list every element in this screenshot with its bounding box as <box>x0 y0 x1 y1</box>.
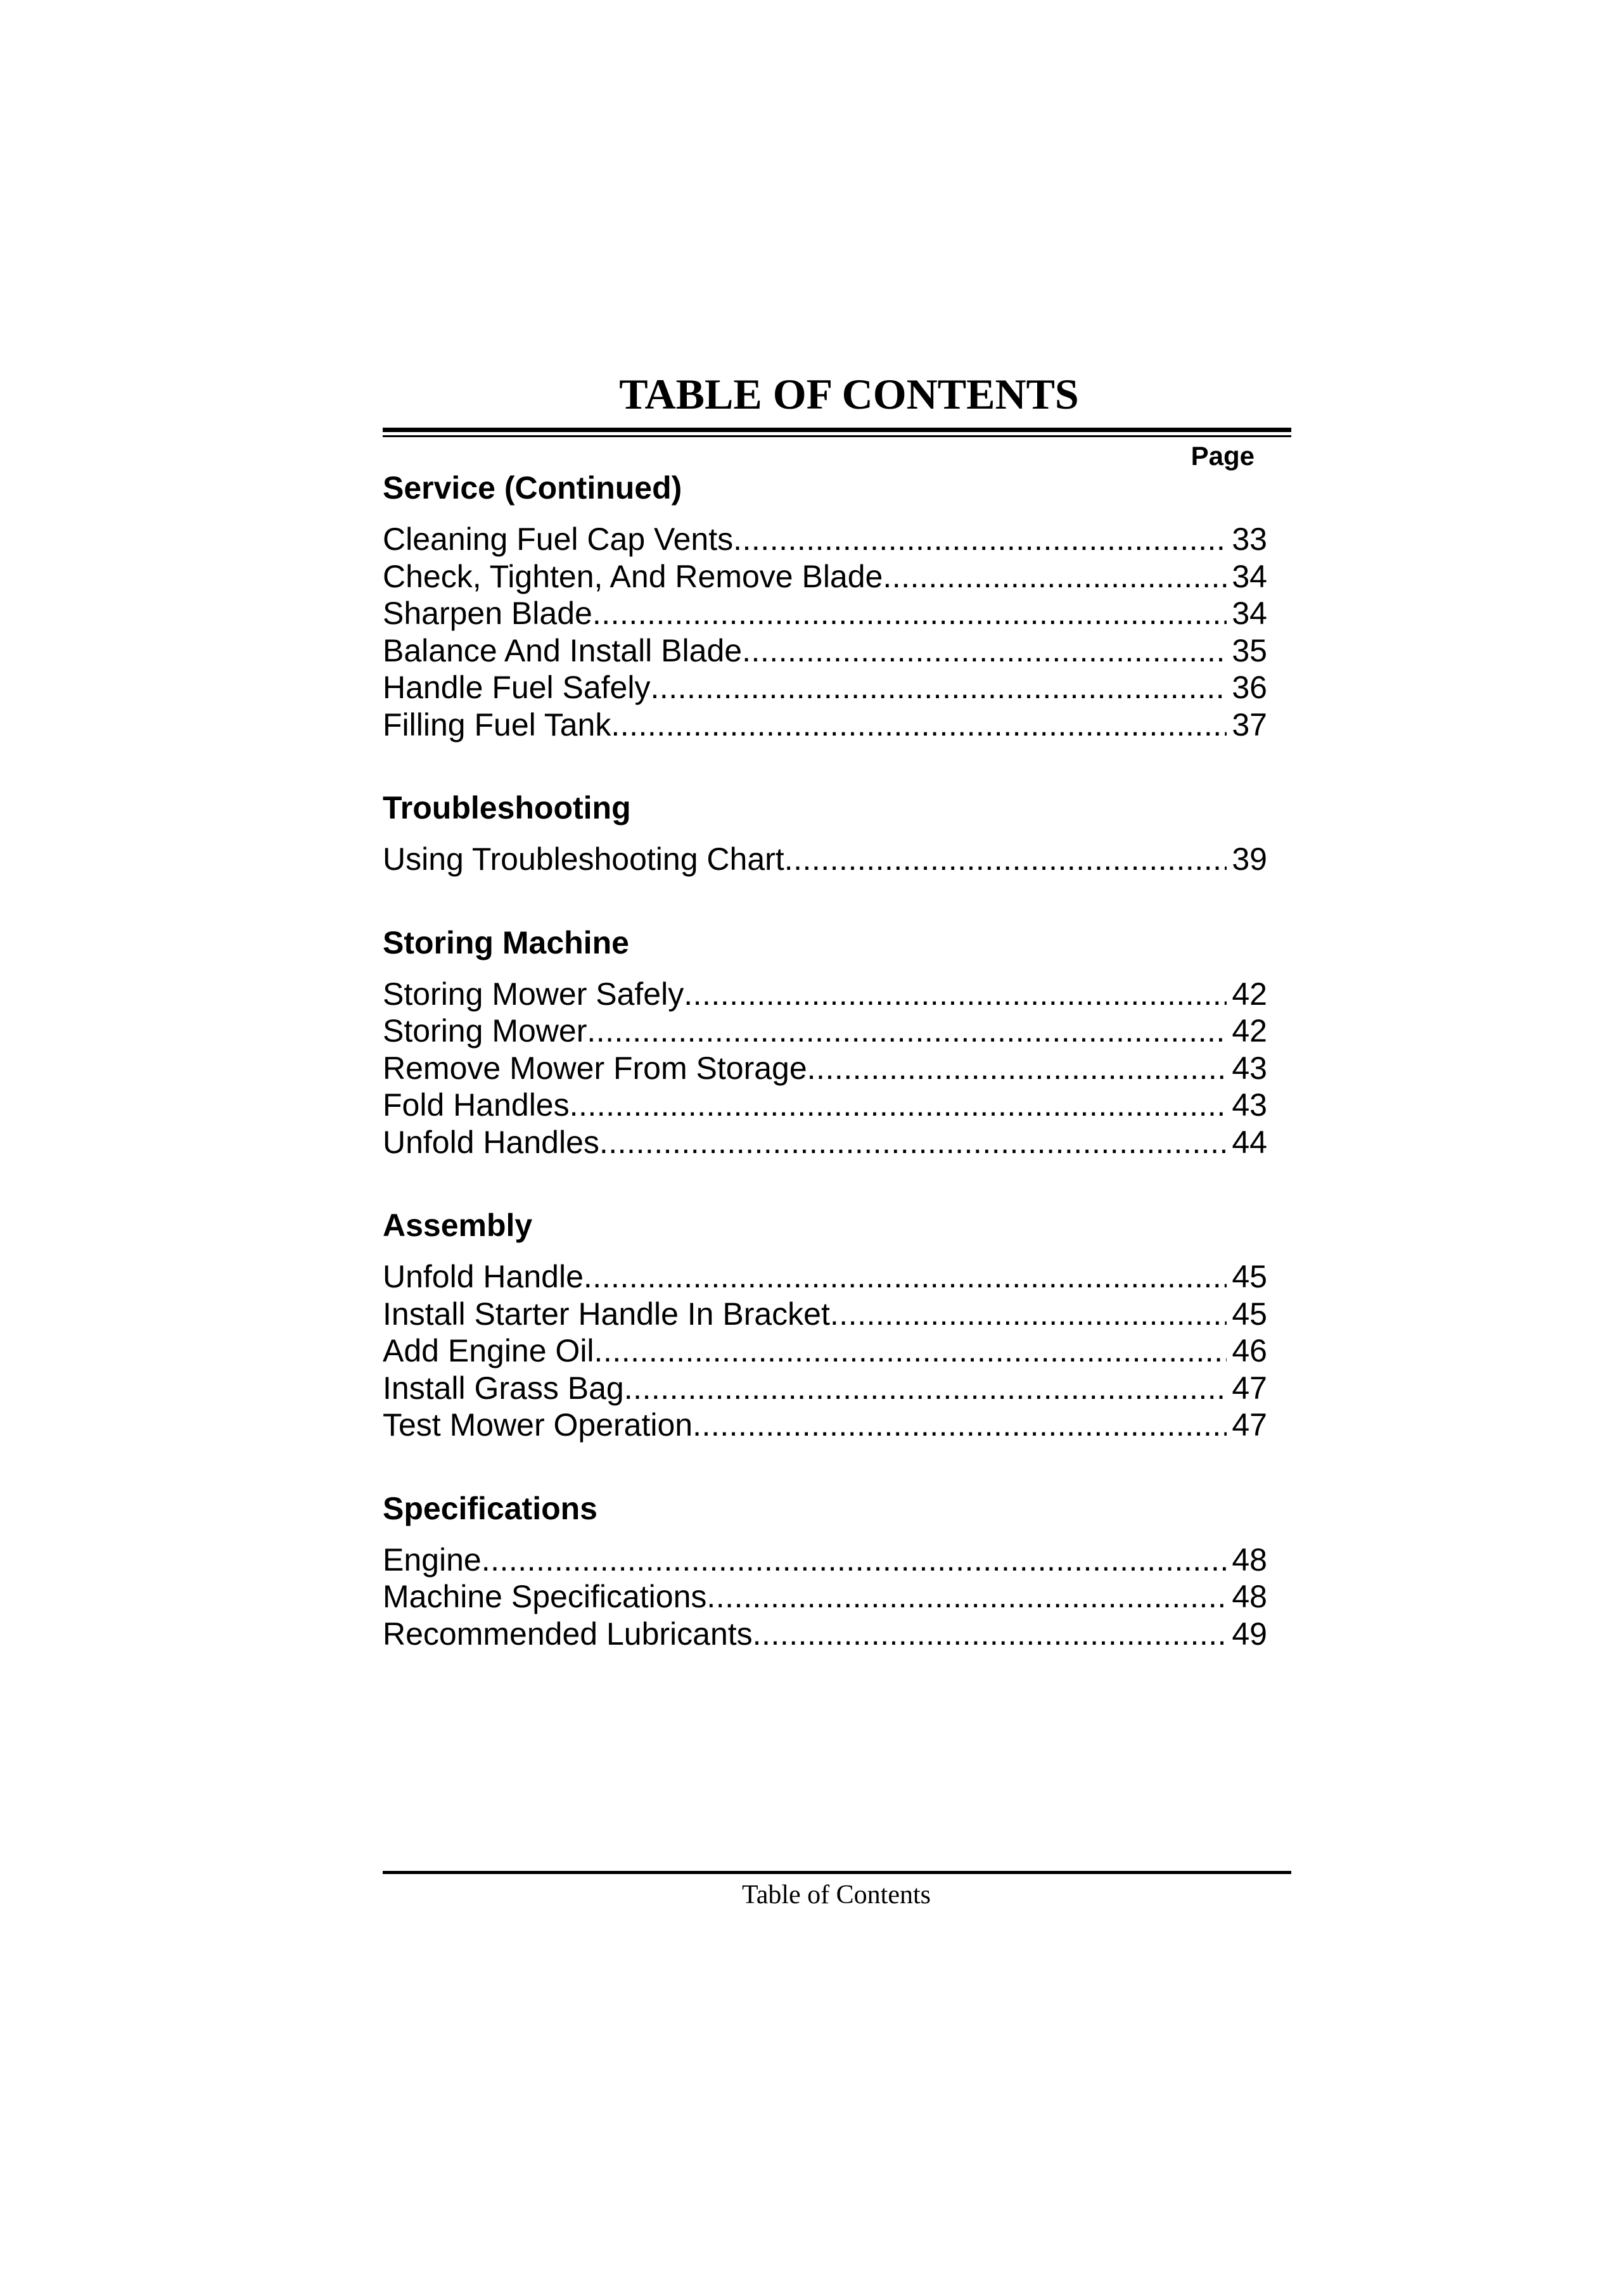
footer-label: Table of Contents <box>742 1880 931 1910</box>
dot-leader <box>706 1578 1227 1616</box>
toc-entry-page-number: 42 <box>1232 1013 1267 1049</box>
section-heading: Specifications <box>383 1490 597 1526</box>
dot-leader <box>883 558 1227 596</box>
toc-entry-page-number: 45 <box>1232 1296 1267 1332</box>
page-column-label: Page <box>1191 441 1255 471</box>
toc-entry-page-number: 49 <box>1232 1616 1267 1652</box>
dot-leader <box>830 1296 1227 1333</box>
toc-entry[interactable] <box>383 841 1267 878</box>
toc-entry-title: Recommended Lubricants <box>383 1616 753 1652</box>
toc-entry[interactable] <box>383 1050 1267 1087</box>
toc-entry[interactable] <box>383 1012 1267 1050</box>
toc-entry-page-number: 45 <box>1232 1259 1267 1294</box>
toc-entry[interactable] <box>383 706 1267 744</box>
toc-entry[interactable] <box>383 1578 1267 1616</box>
toc-entry-title: Balance And Install Blade <box>383 632 743 668</box>
toc-entry-page-number: 34 <box>1232 596 1267 631</box>
toc-entry-page-number: 36 <box>1232 670 1267 705</box>
toc-entry-title: Install Starter Handle In Bracket <box>383 1296 830 1332</box>
section-heading: Storing Machine <box>383 924 629 960</box>
toc-entry-title: Handle Fuel Safely <box>383 670 651 705</box>
toc-entry[interactable] <box>383 595 1267 632</box>
dot-leader <box>624 1370 1227 1407</box>
toc-entry-title: Unfold Handles <box>383 1124 599 1160</box>
title-rule-thin <box>383 435 1291 437</box>
toc-entry[interactable] <box>383 1406 1267 1444</box>
dot-leader <box>684 976 1227 1013</box>
toc-entry[interactable] <box>383 1370 1267 1407</box>
toc-entry-page-number: 37 <box>1232 706 1267 743</box>
toc-entry-title: Fold Handles <box>383 1087 570 1123</box>
toc-entry-title: Unfold Handle <box>383 1259 584 1294</box>
toc-entry-page-number: 43 <box>1232 1087 1267 1123</box>
toc-section <box>383 1206 1267 1444</box>
dot-leader <box>753 1616 1227 1653</box>
section-heading: Troubleshooting <box>383 790 631 826</box>
footer-rule <box>383 1871 1291 1874</box>
toc-entry[interactable] <box>383 1541 1267 1579</box>
dot-leader <box>733 521 1227 558</box>
page-title: TABLE OF CONTENTS <box>619 370 1079 418</box>
toc-entry-page-number: 48 <box>1232 1541 1267 1578</box>
toc-list <box>383 469 1267 1698</box>
dot-leader <box>650 669 1227 706</box>
toc-entry[interactable] <box>383 558 1267 596</box>
dot-leader <box>611 706 1227 744</box>
toc-entry[interactable] <box>383 1332 1267 1370</box>
toc-entry-page-number: 39 <box>1232 841 1267 877</box>
dot-leader <box>784 841 1227 878</box>
toc-entry[interactable] <box>383 1258 1267 1296</box>
toc-entry-page-number: 42 <box>1232 976 1267 1012</box>
toc-entry-title: Check, Tighten, And Remove Blade <box>383 558 883 594</box>
toc-entry[interactable] <box>383 1616 1267 1653</box>
toc-entry-title: Add Engine Oil <box>383 1333 594 1368</box>
toc-entry-title: Using Troubleshooting Chart <box>383 841 784 877</box>
section-heading: Assembly <box>383 1208 533 1243</box>
title-rule-thick <box>383 428 1291 432</box>
toc-entry-page-number: 48 <box>1232 1579 1267 1614</box>
toc-entry-title: Filling Fuel Tank <box>383 706 611 743</box>
toc-entry-page-number: 47 <box>1232 1370 1267 1406</box>
toc-entry-page-number: 43 <box>1232 1050 1267 1086</box>
dot-leader <box>570 1087 1227 1124</box>
toc-entry-page-number: 46 <box>1232 1333 1267 1368</box>
toc-entry[interactable] <box>383 1124 1267 1161</box>
dot-leader <box>594 1332 1227 1370</box>
section-heading: Service (Continued) <box>383 470 682 506</box>
toc-entry-title: Storing Mower <box>383 1013 587 1049</box>
toc-entry[interactable] <box>383 632 1267 670</box>
toc-section <box>383 789 1267 878</box>
toc-entry[interactable] <box>383 521 1267 558</box>
toc-entry-page-number: 33 <box>1232 521 1267 557</box>
toc-entry-page-number: 44 <box>1232 1124 1267 1160</box>
toc-entry-page-number: 35 <box>1232 632 1267 668</box>
toc-entry[interactable] <box>383 1296 1267 1333</box>
toc-entry-title: Storing Mower Safely <box>383 976 684 1012</box>
dot-leader <box>742 632 1227 670</box>
dot-leader <box>599 1124 1227 1161</box>
dot-leader <box>482 1541 1227 1579</box>
toc-entry-title: Machine Specifications <box>383 1579 707 1614</box>
toc-entry[interactable] <box>383 1087 1267 1124</box>
dot-leader <box>584 1258 1227 1296</box>
toc-entry[interactable] <box>383 669 1267 706</box>
toc-entry-title: Test Mower Operation <box>383 1407 693 1443</box>
toc-entry[interactable] <box>383 976 1267 1013</box>
toc-section <box>383 469 1267 743</box>
toc-entry-title: Install Grass Bag <box>383 1370 624 1406</box>
toc-entry-title: Engine <box>383 1541 482 1578</box>
dot-leader <box>592 595 1227 632</box>
dot-leader <box>807 1050 1227 1087</box>
toc-entry-page-number: 34 <box>1232 558 1267 594</box>
toc-section <box>383 1489 1267 1653</box>
toc-section <box>383 924 1267 1161</box>
dot-leader <box>693 1406 1227 1444</box>
toc-entry-title: Cleaning Fuel Cap Vents <box>383 521 734 557</box>
dot-leader <box>587 1012 1227 1050</box>
toc-entry-page-number: 47 <box>1232 1407 1267 1443</box>
toc-entry-title: Sharpen Blade <box>383 596 592 631</box>
toc-entry-title: Remove Mower From Storage <box>383 1050 807 1086</box>
